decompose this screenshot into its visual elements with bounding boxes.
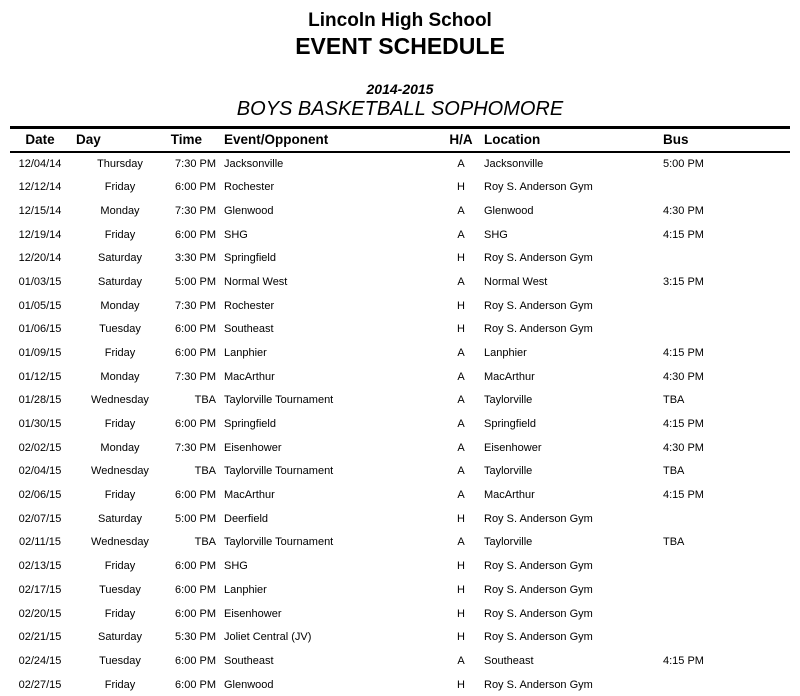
cell-time: 7:30 PM [175, 204, 216, 217]
cell-day: Monday [100, 299, 140, 312]
cell-event: Joliet Central (JV) [224, 631, 312, 644]
cell-time: 7:30 PM [175, 299, 216, 312]
cell-date: 02/11/15 [18, 536, 61, 549]
cell-time: 6:00 PM [175, 560, 216, 573]
cell-ha: A [457, 346, 465, 359]
cell-day: Friday [104, 560, 136, 573]
cell-event: Taylorville Tournament [224, 394, 334, 407]
cell-ha: A [457, 418, 465, 431]
table-header [10, 128, 790, 152]
cell-event: Taylorville Tournament [224, 465, 334, 478]
cell-event: MacArthur [224, 489, 275, 502]
cell-time: 6:00 PM [175, 323, 216, 336]
school-name: Lincoln High School [308, 10, 492, 31]
cell-date: 01/30/15 [18, 418, 62, 431]
cell-date: 02/20/15 [18, 607, 62, 620]
cell-ha: H [457, 607, 465, 620]
cell-time: 6:00 PM [175, 489, 216, 502]
season-label: 2014-2015 [366, 81, 434, 98]
table-row [10, 507, 790, 531]
cell-date: 12/12/14 [18, 181, 62, 194]
cell-time: 7:30 PM [175, 370, 216, 383]
cell-location: Roy S. Anderson Gym [484, 252, 593, 265]
cell-event: Springfield [224, 418, 276, 431]
cell-event: Southeast [224, 323, 274, 336]
cell-location: MacArthur [484, 489, 535, 502]
cell-bus: 4:15 PM [663, 418, 704, 431]
cell-ha: H [457, 512, 465, 525]
cell-ha: A [457, 157, 465, 170]
cell-event: Jacksonville [224, 157, 284, 170]
cell-bus: 4:30 PM [663, 204, 704, 217]
cell-day: Monday [100, 204, 140, 217]
cell-bus: 4:15 PM [663, 346, 704, 359]
cell-bus [662, 317, 790, 341]
cell-date: 02/02/15 [18, 441, 62, 454]
cell-bus [662, 554, 790, 578]
cell-location: MacArthur [484, 370, 535, 383]
cell-ha: H [457, 181, 465, 194]
cell-ha: H [457, 631, 465, 644]
cell-bus: 5:00 PM [663, 157, 704, 170]
cell-ha: A [457, 275, 465, 288]
cell-location: Jacksonville [484, 157, 544, 170]
cell-date: 02/13/15 [18, 560, 62, 573]
cell-bus [662, 507, 790, 531]
table-row [10, 531, 790, 555]
cell-date: 12/15/14 [18, 204, 62, 217]
cell-event: Taylorville Tournament [224, 536, 334, 549]
cell-date: 12/04/14 [18, 157, 62, 170]
cell-location: Normal West [484, 275, 548, 288]
schedule-table [10, 126, 790, 696]
table-row [10, 246, 790, 270]
cell-day: Wednesday [91, 536, 149, 549]
cell-time: 6:00 PM [175, 181, 216, 194]
table-row [10, 460, 790, 484]
cell-event: Rochester [224, 181, 275, 194]
table-row [10, 365, 790, 389]
cell-date: 02/17/15 [18, 583, 62, 596]
cell-ha: H [457, 560, 465, 573]
cell-day: Saturday [97, 275, 143, 288]
cell-date: 02/06/15 [18, 489, 62, 502]
table-row [10, 389, 790, 413]
table-row [10, 602, 790, 626]
cell-day: Friday [104, 181, 136, 194]
cell-event: Normal West [224, 275, 288, 288]
cell-ha: A [457, 370, 465, 383]
table-row [10, 317, 790, 341]
table-row [10, 483, 790, 507]
table-row [10, 341, 790, 365]
cell-day: Friday [104, 607, 136, 620]
cell-day: Saturday [97, 512, 143, 525]
table-row [10, 199, 790, 223]
cell-time: 6:00 PM [175, 654, 216, 667]
cell-day: Tuesday [99, 323, 141, 336]
table-row [10, 152, 790, 176]
cell-ha: A [457, 536, 465, 549]
col-header-event: Event/Opponent [224, 132, 329, 148]
cell-event: SHG [224, 560, 248, 573]
cell-ha: A [457, 204, 465, 217]
cell-event: Lanphier [224, 583, 267, 596]
cell-bus: TBA [663, 465, 685, 478]
header-row [10, 128, 790, 152]
cell-event: Southeast [224, 654, 274, 667]
cell-ha: A [457, 465, 465, 478]
cell-ha: A [457, 489, 465, 502]
cell-date: 02/07/15 [18, 512, 62, 525]
cell-bus: 3:15 PM [663, 275, 704, 288]
cell-time: 7:30 PM [175, 441, 216, 454]
col-header-bus: Bus [663, 132, 689, 148]
cell-event: Lanphier [224, 346, 267, 359]
cell-location: Taylorville [484, 465, 533, 478]
cell-location: Roy S. Anderson Gym [484, 181, 593, 194]
cell-day: Saturday [97, 631, 143, 644]
cell-bus [662, 578, 790, 602]
cell-date: 12/19/14 [18, 228, 62, 241]
table-row [10, 578, 790, 602]
cell-time: 6:00 PM [175, 418, 216, 431]
cell-day: Friday [104, 678, 136, 691]
cell-bus [662, 673, 790, 696]
cell-date: 01/28/15 [18, 394, 62, 407]
cell-day: Tuesday [99, 583, 141, 596]
cell-location: Lanphier [484, 346, 527, 359]
cell-time: 5:00 PM [175, 512, 216, 525]
cell-location: Roy S. Anderson Gym [484, 299, 593, 312]
cell-day: Thursday [97, 157, 143, 170]
table-row [10, 294, 790, 318]
table-row [10, 175, 790, 199]
cell-day: Friday [104, 228, 136, 241]
cell-bus [662, 175, 790, 199]
cell-location: Springfield [484, 418, 536, 431]
cell-time: 6:00 PM [175, 607, 216, 620]
cell-event: Eisenhower [224, 441, 282, 454]
cell-time: 6:00 PM [175, 583, 216, 596]
cell-event: Deerfield [224, 512, 269, 525]
cell-event: Glenwood [224, 678, 274, 691]
team-label: BOYS BASKETBALL SOPHOMORE [236, 98, 564, 121]
cell-day: Friday [104, 346, 136, 359]
cell-day: Monday [100, 370, 140, 383]
cell-ha: H [457, 323, 465, 336]
cell-date: 02/27/15 [18, 678, 62, 691]
cell-location: Taylorville [484, 536, 533, 549]
cell-day: Tuesday [99, 654, 141, 667]
cell-time: 6:00 PM [175, 678, 216, 691]
cell-bus [662, 602, 790, 626]
cell-date: 01/09/15 [18, 346, 62, 359]
cell-date: 02/04/15 [18, 465, 62, 478]
col-header-location: Location [484, 132, 541, 148]
cell-time: 5:30 PM [175, 631, 216, 644]
cell-day: Friday [104, 418, 136, 431]
cell-location: Roy S. Anderson Gym [484, 631, 593, 644]
cell-bus: TBA [663, 394, 685, 407]
cell-time: 3:30 PM [175, 252, 216, 265]
cell-location: Roy S. Anderson Gym [484, 607, 593, 620]
cell-day: Monday [100, 441, 140, 454]
cell-location: Taylorville [484, 394, 533, 407]
cell-date: 01/05/15 [18, 299, 62, 312]
cell-ha: H [457, 678, 465, 691]
cell-bus: 4:15 PM [663, 489, 704, 502]
cell-event: Springfield [224, 252, 276, 265]
cell-ha: A [457, 654, 465, 667]
cell-time: TBA [194, 465, 216, 478]
cell-event: MacArthur [224, 370, 275, 383]
cell-event: SHG [224, 228, 248, 241]
cell-day: Friday [104, 489, 136, 502]
cell-event: Rochester [224, 299, 275, 312]
cell-time: 6:00 PM [175, 228, 216, 241]
cell-time: TBA [194, 394, 216, 407]
table-row [10, 649, 790, 673]
cell-ha: H [457, 583, 465, 596]
cell-bus: 4:30 PM [663, 370, 704, 383]
page-title: EVENT SCHEDULE [295, 32, 505, 59]
cell-date: 02/24/15 [18, 654, 62, 667]
cell-event: Eisenhower [224, 607, 282, 620]
cell-date: 12/20/14 [18, 252, 62, 265]
cell-time: 7:30 PM [175, 157, 216, 170]
cell-ha: H [457, 252, 465, 265]
cell-day: Wednesday [91, 465, 149, 478]
cell-location: Eisenhower [484, 441, 542, 454]
cell-location: Roy S. Anderson Gym [484, 678, 593, 691]
col-header-day: Day [76, 132, 101, 148]
cell-date: 01/06/15 [18, 323, 62, 336]
table-row [10, 270, 790, 294]
table-row [10, 554, 790, 578]
cell-time: 6:00 PM [175, 346, 216, 359]
cell-ha: H [457, 299, 465, 312]
cell-location: Southeast [484, 654, 534, 667]
cell-bus: 4:15 PM [663, 228, 704, 241]
cell-location: Glenwood [484, 204, 534, 217]
cell-time: 5:00 PM [175, 275, 216, 288]
cell-time: TBA [194, 536, 216, 549]
cell-date: 01/03/15 [18, 275, 62, 288]
cell-ha: A [457, 228, 465, 241]
cell-location: Roy S. Anderson Gym [484, 323, 593, 336]
cell-location: Roy S. Anderson Gym [484, 583, 593, 596]
cell-day: Saturday [97, 252, 143, 265]
cell-bus [662, 294, 790, 318]
cell-bus: 4:30 PM [663, 441, 704, 454]
cell-bus [662, 246, 790, 270]
cell-event: Glenwood [224, 204, 274, 217]
document-header [0, 0, 800, 121]
table-row [10, 673, 790, 696]
table-row [10, 436, 790, 460]
cell-bus [662, 625, 790, 649]
col-header-date: Date [25, 132, 55, 148]
col-header-time: Time [170, 132, 202, 148]
cell-date: 01/12/15 [18, 370, 62, 383]
table-row [10, 412, 790, 436]
cell-bus: TBA [663, 536, 685, 549]
table-row [10, 223, 790, 247]
cell-location: Roy S. Anderson Gym [484, 512, 593, 525]
col-header-ha: H/A [449, 132, 473, 148]
cell-day: Wednesday [91, 394, 149, 407]
schedule-body [10, 152, 790, 696]
cell-ha: A [457, 441, 465, 454]
cell-bus: 4:15 PM [663, 654, 704, 667]
cell-location: SHG [484, 228, 508, 241]
cell-date: 02/21/15 [18, 631, 62, 644]
table-row [10, 625, 790, 649]
cell-ha: A [457, 394, 465, 407]
cell-location: Roy S. Anderson Gym [484, 560, 593, 573]
